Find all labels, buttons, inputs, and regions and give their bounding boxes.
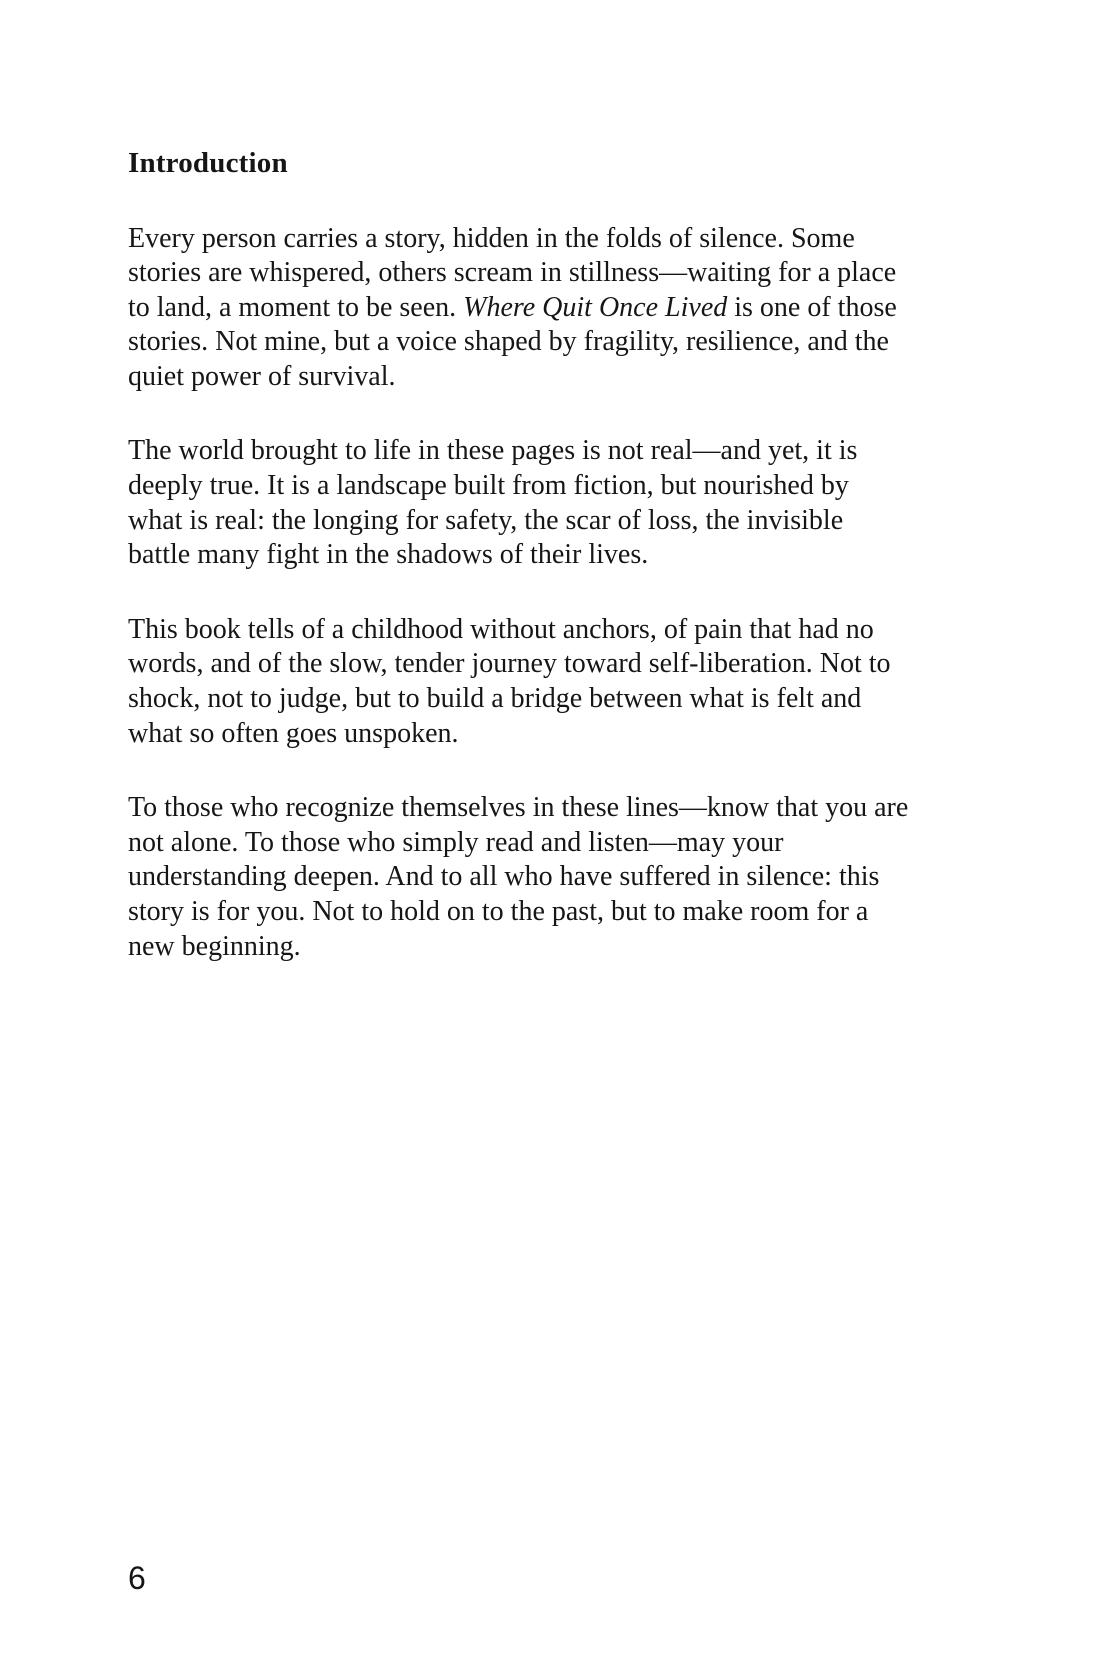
paragraph (128, 613, 910, 751)
paragraph-text: Every person carries a story, hidden in the folds of silence. Some stories are whispered, others scream in stillness—waiting for a place to land, a moment to be seen. (128, 222, 897, 323)
book-title-italic: Where Quit Once Lived (463, 291, 728, 323)
paragraph-text: is one of those stories. Not mine, but a voice shaped by fragility, resilience, and the quiet power of survival. (128, 291, 897, 392)
page-number: 6 (128, 1560, 146, 1596)
paragraph-text: The world brought to life in these pages is not real—and yet, it is deeply true. It is a landscape built from fiction, but nourished by what is real: the longing for safety, the scar of loss, the invisible battle many fight in the shadows of their lives. (128, 435, 858, 571)
text-block (128, 146, 910, 1004)
paragraph-text: This book tells of a childhood without anchors, of pain that had no words, and of the slow, tender journey toward self-liberation. Not to shock, not to judge, but to build a bridge between what is felt and what so often goes unspoken. (128, 613, 891, 749)
paragraphs-container (128, 222, 910, 965)
page-title: Introduction (128, 147, 288, 179)
paragraph (128, 434, 910, 572)
paragraph (128, 222, 910, 395)
paragraph-text: To those who recognize themselves in these lines—know that you are not alone. To those who simply read and listen—may your understanding deepen. And to all who have suffered in silence: this story is for you. Not to hold on to the past, but to make room for a new beginning. (128, 792, 909, 962)
paragraph (128, 791, 910, 964)
